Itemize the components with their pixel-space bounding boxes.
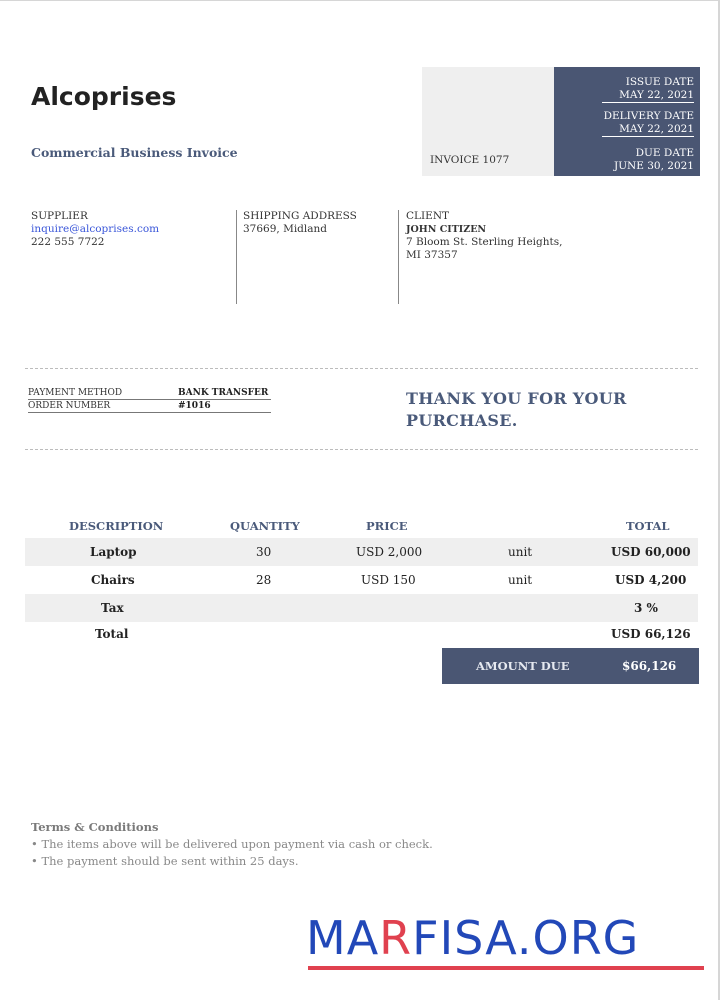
page-top-border [0,0,720,1]
terms-title: Terms & Conditions [31,820,159,834]
row-quantity: 30 [256,545,272,559]
row-description: Laptop [90,545,137,559]
client-name: JOHN CITIZEN [406,224,487,235]
terms-line: • The payment should be sent within 25 days. [31,854,299,868]
payment-method-label: PAYMENT METHOD [28,388,123,398]
total-label: Total [95,627,129,641]
section-divider [25,368,698,369]
shipping-address: 37669, Midland [243,223,328,235]
client-label: CLIENT [406,210,450,222]
client-block [406,210,562,262]
row-total: USD 4,200 [615,573,687,587]
col-price-header: PRICE [366,519,408,533]
issue-date [602,76,694,103]
watermark-logo [306,912,639,964]
watermark-part: FISA.ORG [412,911,640,965]
col-description-header: DESCRIPTION [69,519,164,533]
total-value: USD 66,126 [611,627,691,641]
terms-line: • The items above will be delivered upon payment via cash or check. [31,837,433,851]
client-address-line2: MI 37357 [406,249,458,261]
row-price: USD 150 [361,573,416,587]
watermark-part: MA [306,911,380,965]
supplier-phone: 222 555 7722 [31,236,105,248]
tax-row [25,594,698,622]
company-name: Alcoprises [31,82,177,111]
column-divider [398,210,399,304]
thank-you-message: THANK YOU FOR YOUR PURCHASE. [406,389,627,430]
delivery-date [602,110,694,137]
total-row [25,621,698,649]
order-number-label: ORDER NUMBER [28,401,111,411]
row-price: USD 2,000 [356,545,423,559]
column-divider [236,210,237,304]
supplier-block [31,210,159,249]
delivery-date-label: DELIVERY DATE [603,110,694,122]
client-address-line1: 7 Bloom St. Sterling Heights, [406,236,563,248]
col-total-header: TOTAL [626,519,670,533]
due-date-label: DUE DATE [635,147,694,159]
dates-panel [554,67,700,176]
invoice-number-box [422,67,554,176]
delivery-date-value: MAY 22, 2021 [619,123,694,135]
amount-due-box [442,648,699,684]
row-total: USD 60,000 [611,545,691,559]
terms-section [31,819,433,870]
amount-due-label: AMOUNT DUE [476,659,570,673]
issue-date-value: MAY 22, 2021 [619,89,694,101]
supplier-email[interactable]: inquire@alcoprises.com [31,223,160,235]
invoice-subtitle: Commercial Business Invoice [31,145,238,160]
row-unit: unit [508,545,533,559]
tax-value: 3 % [634,601,658,615]
table-row [25,538,698,566]
tax-label: Tax [101,601,124,615]
shipping-label: SHIPPING ADDRESS [243,210,357,222]
invoice-number: INVOICE 1077 [430,154,510,166]
watermark-underline [308,966,704,970]
issue-date-label: ISSUE DATE [625,76,694,88]
watermark-part: R [379,911,413,965]
section-divider [25,449,698,450]
due-date-value: JUNE 30, 2021 [613,160,694,172]
supplier-label: SUPPLIER [31,210,88,222]
row-quantity: 28 [256,573,272,587]
payment-method-value: BANK TRANSFER [178,388,269,398]
due-date [602,147,694,173]
table-row [25,566,698,594]
shipping-block [243,210,357,236]
row-unit: unit [508,573,533,587]
payment-method-row [28,387,271,400]
order-number-row [28,400,271,413]
amount-due-value: $66,126 [622,659,677,673]
payment-info-table [28,387,271,413]
col-quantity-header: QUANTITY [230,519,300,533]
row-description: Chairs [91,573,135,587]
order-number-value: #1016 [178,401,211,411]
